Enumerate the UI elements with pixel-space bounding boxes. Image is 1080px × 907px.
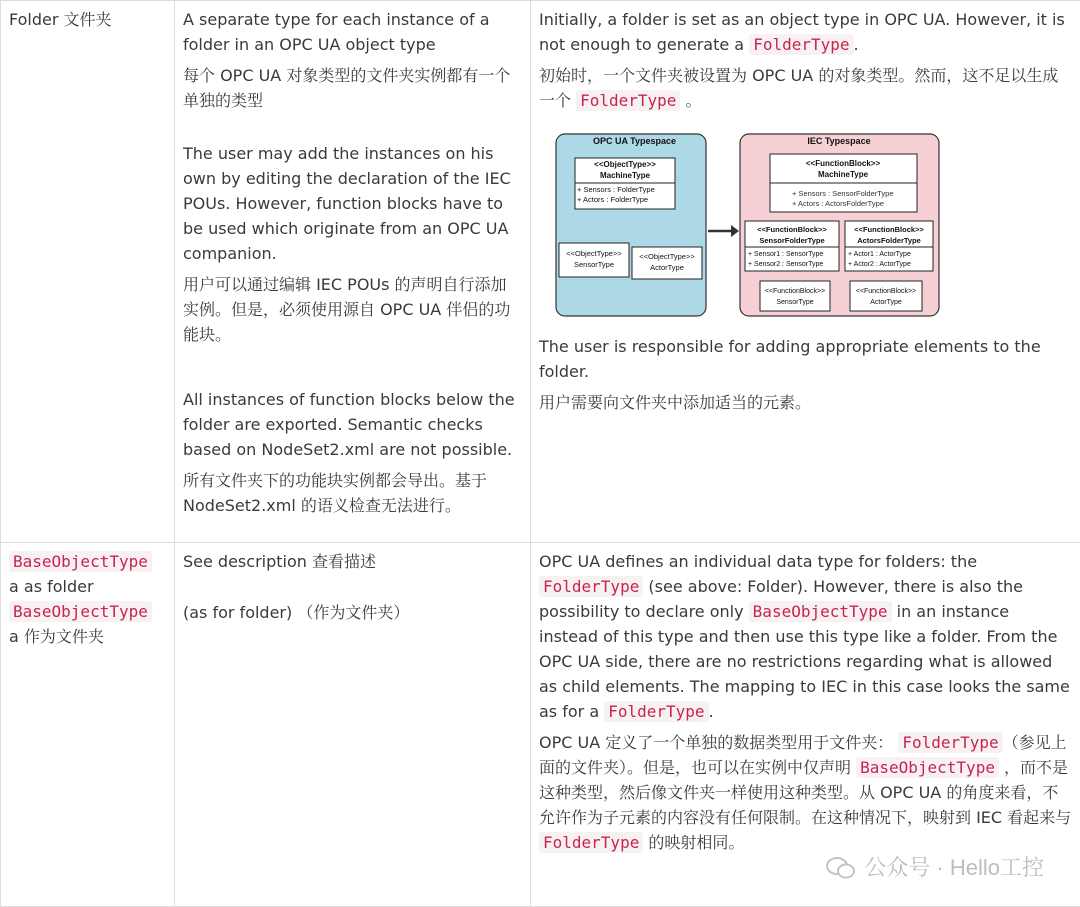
iec-sensortype-name: SensorType [776,299,813,306]
term-label: Folder 文件夹 [9,7,166,32]
term-code-line2 [9,599,166,624]
watermark-text: 公众号 · Hello工控 [864,855,1044,880]
code-foldertype: FolderType [539,832,643,853]
desc-p2-zh: 用户可以通过编辑 IEC POUs 的声明自行添加实例。但是，必须使用源自 OPC UA 伴侣的功能块。 [183,272,522,347]
sensorfoldertype-stereo: <<FunctionBlock>> [757,225,827,234]
actorsfoldertype-name: ActorsFolderType [857,236,921,245]
cell-term-folder [1,1,175,543]
code-foldertype: FolderType [749,34,853,55]
machinetype-stereo: <<ObjectType>> [594,160,656,169]
machinetype-attr-actors: + Actors : FolderType [577,195,648,204]
machinetype-attr-sensors: + Sensors : FolderType [577,185,655,194]
machinetype-name: MachineType [600,171,651,180]
table-row-baseobjecttype [1,543,1080,907]
code-foldertype: FolderType [576,90,680,111]
term-code-line1 [9,549,166,574]
iec-machinetype-name: MachineType [818,170,869,179]
sensortype-name: SensorType [574,260,614,269]
desc-p2-en: The user may add the instances on his own by editing the declaration of the IEC POUs. However, function blocks have to be used which originate from an OPC UA companion. [183,141,522,266]
iec-actortype-stereo: <<FunctionBlock>> [856,288,916,295]
typespace-diagram [555,133,1072,326]
iec-actortype-box [850,281,922,311]
mapping-arrowhead [731,225,739,237]
code-foldertype: FolderType [539,576,643,597]
code-baseobjecttype: BaseObjectType [856,757,999,778]
actorsfoldertype-attr1: + Actor1 : ActorType [848,251,911,258]
actorsfoldertype-attr2: + Actor2 : ActorType [848,261,911,268]
iec-machinetype-stereo: <<FunctionBlock>> [806,159,881,168]
desc-p3-zh: 所有文件夹下的功能块实例都会导出。基于 NodeSet2.xml 的语义检查无法进行。 [183,468,522,518]
term-text-line1: a as folder [9,574,166,599]
code-baseobjecttype: BaseObjectType [749,601,892,622]
cell-description-baseobjecttype [175,543,531,907]
sensorfoldertype-attr2: + Sensor2 : SensorType [748,261,823,268]
code-foldertype: FolderType [898,732,1002,753]
iec-sensortype-stereo: <<FunctionBlock>> [765,288,825,295]
desc-p1-en: A separate type for each instance of a folder in an OPC UA object type [183,7,522,57]
iec-actortype-name: ActorType [870,299,902,306]
desc-p1-zh: 每个 OPC UA 对象类型的文件夹实例都有一个单独的类型 [183,63,522,113]
iec-machinetype-attr-actors: + Actors : ActorsFolderType [792,199,884,208]
opcua-typespace-title: OPC UA Typespace [593,136,676,146]
wechat-icon [826,856,856,880]
cell-notes-folder [531,1,1080,543]
iec-typespace-title: IEC Typespace [807,136,870,146]
cell-notes-baseobjecttype [531,543,1080,907]
iec-machinetype-attr-sensors: + Sensors : SensorFolderType [792,189,894,198]
sensortype-stereo: <<ObjectType>> [566,249,622,258]
notes-p2-en: The user is responsible for adding appropriate elements to the folder. [539,334,1072,384]
notes-en: OPC UA defines an individual data type for folders: the FolderType (see above: Folder). However, there is also the possibility to declare only BaseObjectType in an instance instead of this type and then use this type like a folder. From the OPC UA side, there are no restrictions regarding what is allowed as child elements. The mapping to IEC in this case looks the same as for a FolderType . [539,549,1072,724]
notes-p2-zh: 用户需要向文件夹中添加适当的元素。 [539,390,1072,415]
notes-p1-zh: 初始时，一个文件夹被设置为 OPC UA 的对象类型。然而，这不足以生成一个 FolderType 。 [539,63,1072,113]
sensorfoldertype-name: SensorFolderType [759,236,824,245]
term-text-line2: a 作为文件夹 [9,624,166,649]
desc-see-description: See description 查看描述 [183,549,522,574]
sensorfoldertype-attr1: + Sensor1 : SensorType [748,251,823,258]
code-baseobjecttype: BaseObjectType [9,551,152,572]
actortype-stereo: <<ObjectType>> [639,252,695,261]
notes-zh: OPC UA 定义了一个单独的数据类型用于文件夹： FolderType （参见上面的文件夹）。但是，也可以在实例中仅声明 BaseObjectType ，而不是这种类型，然后像文件夹一样使用这种类型。从 OPC UA 的角度来看，不允许作为子元素的内容没有任何限制。在这种情况下，映射到 IEC 看起来与 FolderType 的映射相同。 [539,730,1072,855]
cell-description-folder [175,1,531,543]
typespace-diagram-svg [555,133,941,319]
actorsfoldertype-stereo: <<FunctionBlock>> [854,225,924,234]
desc-as-for-folder: (as for folder) （作为文件夹） [183,600,522,625]
iec-sensortype-box [760,281,830,311]
code-baseobjecttype: BaseObjectType [9,601,152,622]
table-row-folder [1,1,1080,543]
desc-p3-en: All instances of function blocks below the folder are exported. Semantic checks based on NodeSet2.xml are not possible. [183,387,522,462]
cell-term-baseobjecttype [1,543,175,907]
notes-p1-en: Initially, a folder is set as an object type in OPC UA. However, it is not enough to generate a FolderType . [539,7,1072,57]
watermark [826,855,1044,880]
actortype-name: ActorType [650,263,684,272]
code-foldertype: FolderType [604,701,708,722]
